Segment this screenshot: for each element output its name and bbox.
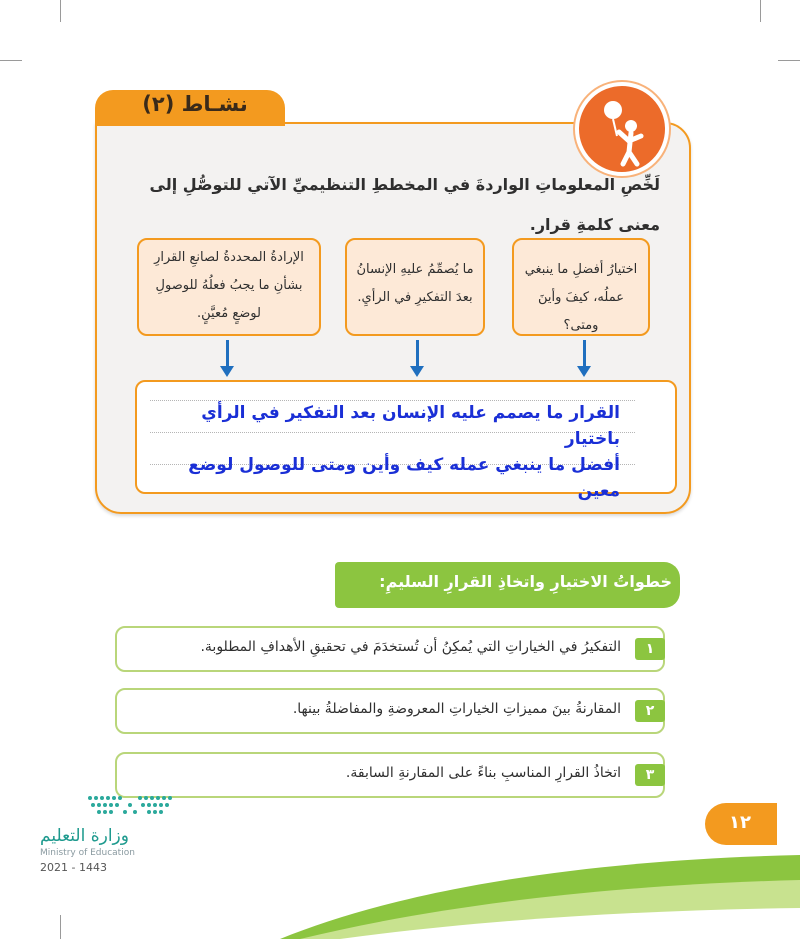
step-number: ٣ xyxy=(635,764,665,786)
crop-mark xyxy=(60,0,61,22)
info-box-text: ما يُصمِّمُ عليهِ الإنسانُ بعدَ التفكيرِ في الرأيِ. xyxy=(356,262,474,305)
ministry-logo-icon xyxy=(85,792,175,820)
answer-line: القرار ما يصمم عليه الإنسان بعد التفكير في الرأي باختيار xyxy=(201,403,620,449)
info-box-text: الإرادةُ المحددةُ لصانعِ القرارِ بشأنِ ما يجبُ فعلُهُ للوصولِ لوضعٍ مُعيَّنٍ. xyxy=(154,250,304,321)
arrow-head-icon xyxy=(220,366,234,377)
arrow-down-icon xyxy=(226,340,229,368)
arrow-head-icon xyxy=(577,366,591,377)
info-box-will xyxy=(137,238,321,336)
step-text: التفكيرُ في الخياراتِ التي يُمكِنُ أن تُستخدَمَ في تحقيقِ الأهدافِ المطلوبة. xyxy=(200,639,621,655)
arrow-head-icon xyxy=(410,366,424,377)
info-box-text: اختيارُ أفضلِ ما ينبغي عملُه، كيفَ وأينَ ومتى؟ xyxy=(524,262,638,333)
crop-mark xyxy=(778,60,800,61)
balloon-figure-icon xyxy=(579,86,665,172)
ministry-name-english: Ministry of Education xyxy=(40,848,135,858)
ministry-name-arabic: وزارة التعليم xyxy=(40,826,129,846)
info-box-resolve xyxy=(345,238,485,336)
arrow-down-icon xyxy=(583,340,586,368)
activity-badge-icon xyxy=(575,82,669,176)
info-box-choice xyxy=(512,238,650,336)
step-item xyxy=(115,688,665,734)
steps-title: خطواتُ الاختيارِ واتخاذِ القرارِ السليمِ: xyxy=(379,572,672,591)
answer-text xyxy=(160,400,620,504)
step-number: ٢ xyxy=(635,700,665,722)
step-text: المقارنةُ بينَ مميزاتِ الخياراتِ المعروضةِ والمفاضلةُ بينها. xyxy=(292,701,621,717)
activity-instruction: لَخِّصِ المعلوماتِ الواردةَ في المخططِ التنظيميِّ الآتي للتوصُّلِ إلى معنى كلمةِ قرار. xyxy=(149,175,660,234)
crop-mark xyxy=(60,915,61,939)
step-number: ١ xyxy=(635,638,665,660)
crop-mark xyxy=(0,60,22,61)
arrow-down-icon xyxy=(416,340,419,368)
footer-wave-icon xyxy=(280,850,800,939)
page-number: ١٢ xyxy=(729,812,751,833)
edition-year: 2021 - 1443 xyxy=(40,861,107,874)
activity-title: نشـاط (٢) xyxy=(142,92,248,116)
step-item xyxy=(115,626,665,672)
step-item xyxy=(115,752,665,798)
step-text: اتخاذُ القرارِ المناسبِ بناءً على المقارنةِ السابقة. xyxy=(345,765,621,781)
crop-mark xyxy=(760,0,761,22)
answer-line: أفضل ما ينبغي عمله كيف وأين ومتى للوصول لوضع معين xyxy=(188,455,620,501)
